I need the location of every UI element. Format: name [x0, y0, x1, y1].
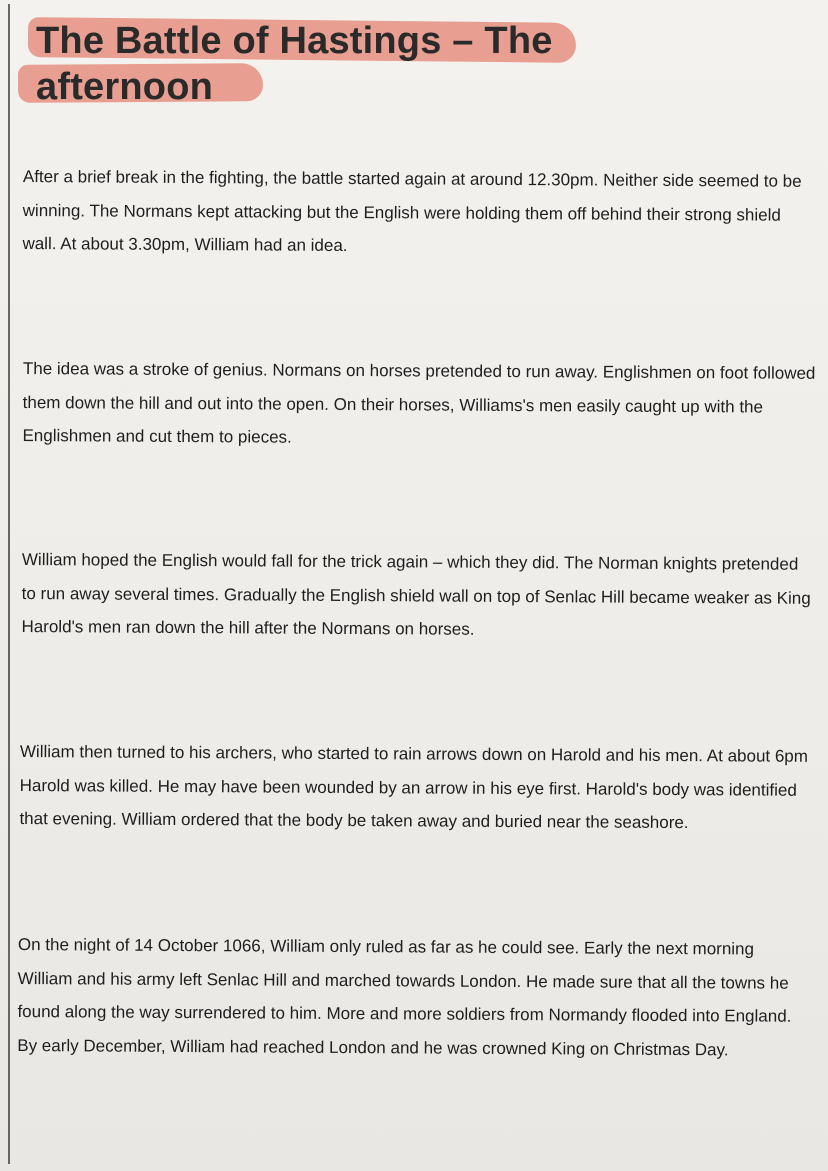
paragraph-1: After a brief break in the fighting, the battle started again at around 12.30pm. Neither side seemed to be winning. The Normans kept attacking but the English were holding them off behind their strong shield wall. At about 3.30pm, William had an idea.	[22, 166, 802, 255]
margin-line	[8, 4, 10, 1164]
paragraph-5: On the night of 14 October 1066, William only ruled as far as he could see. Early the next morning William and his army left Senlac Hill and marched towards London. He made sure that all the towns he found along the way surrendered to him. More and more soldiers from Normandy flooded into England. By early December, William had reached London and he was crowned King on Christmas Day.	[17, 934, 792, 1059]
paragraph-2: The idea was a stroke of genius. Normans on horses pretended to run away. Englishmen on foot followed them down the hill and out into the open. On their horses, Williams's men easily caught up with the Englishmen and cut them to pieces.	[22, 358, 816, 447]
title-block	[18, 8, 718, 108]
page-title: The Battle of Hastings – The afternoon	[36, 20, 553, 108]
paragraph-3: William hoped the English would fall for the trick again – which they did. The Norman knights pretended to run away several times. Gradually the English shield wall on top of Senlac Hill became weaker as King Harold's men ran down the hill after the Normans on horses.	[21, 549, 811, 639]
paragraph-4: William then turned to his archers, who started to rain arrows down on Harold and his men. At about 6pm Harold was killed. He may have been wounded by an arrow in his eye first. Harold's body was identified that evening. William ordered that the body be taken away and buried near the seashore.	[19, 741, 809, 833]
